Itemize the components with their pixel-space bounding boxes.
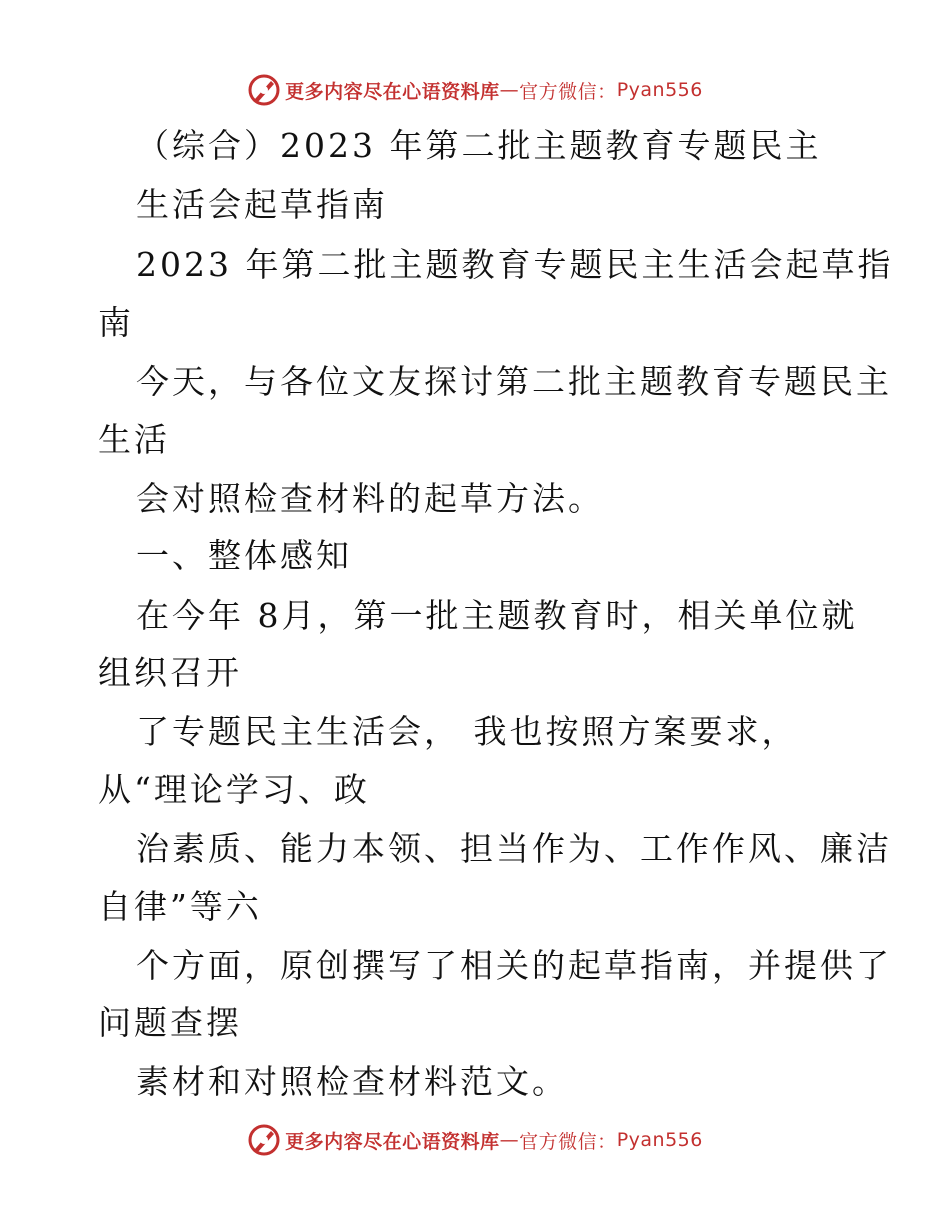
doc-text-line: 在今年 8月，第一批主题教育时，相关单位就	[136, 596, 858, 635]
watermark-separator: —	[499, 1129, 520, 1151]
doc-text-line: 今天，与各位文友探讨第二批主题教育专题民主	[136, 362, 892, 401]
doc-text-line: 个方面，原创撰写了相关的起草指南，并提供了	[136, 946, 892, 985]
doc-text-line: 南	[98, 303, 134, 342]
doc-title-line-1: （综合）2023 年第二批主题教育专题民主	[136, 126, 822, 165]
doc-text-line: 素材和对照检查材料范文。	[136, 1062, 568, 1101]
doc-text-line: 治素质、能力本领、担当作为、工作作风、廉洁	[136, 829, 892, 868]
watermark-wechat-id: Pyan556	[616, 79, 703, 101]
watermark-wechat-id: Pyan556	[616, 1129, 703, 1151]
doc-text-line: 从“理论学习、政	[98, 770, 370, 809]
doc-text-line: 了专题民主生活会， 我也按照方案要求，	[136, 712, 798, 751]
quill-logo-icon	[247, 73, 281, 107]
watermark-site-name: 更多内容尽在心语资料库	[285, 1130, 500, 1153]
doc-title-line-2: 生活会起草指南	[136, 185, 388, 224]
doc-text-line: 问题查摆	[98, 1003, 242, 1042]
watermark-label: 官方微信：	[519, 80, 617, 103]
watermark-site-name: 更多内容尽在心语资料库	[285, 80, 500, 103]
doc-text-line: 会对照检查材料的起草方法。	[136, 479, 604, 518]
footer-watermark	[0, 1120, 950, 1160]
doc-text-line: 生活	[98, 420, 170, 459]
header-watermark	[0, 70, 950, 110]
doc-text-line: 自律”等六	[98, 887, 262, 926]
watermark-separator: —	[499, 79, 520, 101]
doc-text-line: 组织召开	[98, 653, 242, 692]
section-heading: 一、整体感知	[136, 536, 352, 575]
watermark-label: 官方微信：	[519, 1130, 617, 1153]
quill-logo-icon	[247, 1123, 281, 1157]
doc-text-line: 2023 年第二批主题教育专题民主生活会起草指	[136, 245, 894, 284]
